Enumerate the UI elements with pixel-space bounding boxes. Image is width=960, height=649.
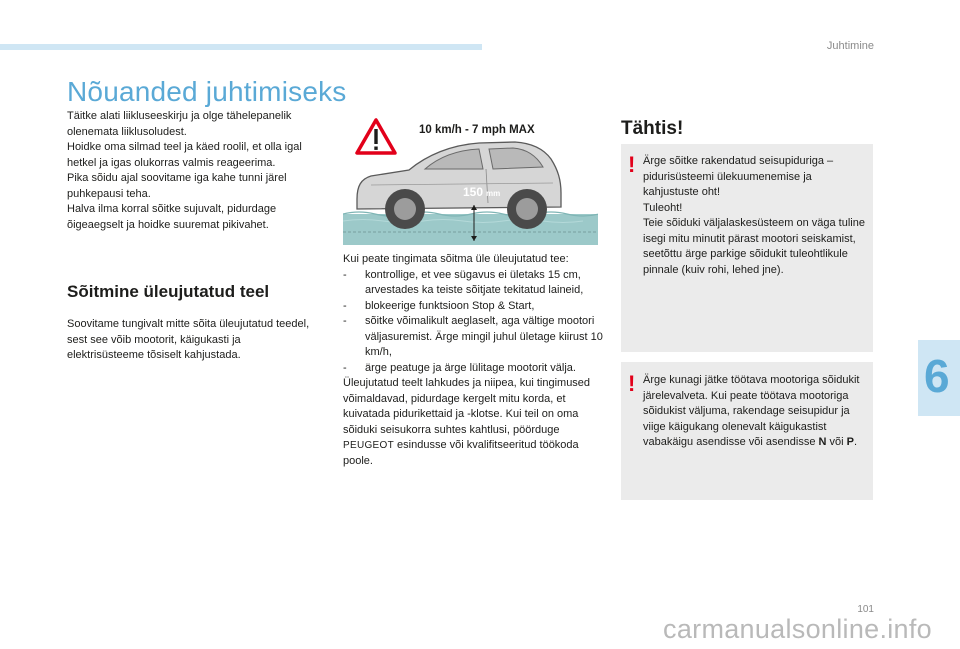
- instructions-intro: Kui peate tingimata sõitma üle üleujutatud tee:: [343, 253, 569, 265]
- flood-instructions: [343, 252, 605, 469]
- section-title: Sõitmine üleujutatud teel: [67, 282, 270, 301]
- list-item: - sõitke võimalikult aeglaselt, aga vältige mootori väljasuremist. Ärge mingil juhul ületage kiirust 10 km/h,: [343, 315, 603, 358]
- depth-unit: mm: [486, 189, 501, 198]
- intro-line: Halva ilma korral sõitke sujuvalt, pidurdage õigeaegselt ja hoidke suuremat pikivahet.: [67, 203, 277, 231]
- chapter-number: 6: [924, 350, 950, 402]
- gear-n: N: [818, 436, 827, 448]
- list-item: - ärge peatuge ja ärge lülitage mootorit välja.: [343, 361, 576, 374]
- section-text: Soovitame tungivalt mitte sõita üleujutatud teedel, sest see võib mootorit, käigukasti ja elektrisüsteeme tõsiselt kahjustada.: [67, 318, 310, 361]
- flooded-road-illustration: [343, 113, 598, 245]
- depth-value: 150: [463, 185, 484, 199]
- exclamation-icon: !: [628, 152, 636, 177]
- speed-limit-label: 10 km/h - 7 mph MAX: [419, 124, 535, 136]
- brand-name: PEUGEOT: [343, 440, 394, 451]
- chapter-label: Juhtimine: [826, 40, 874, 52]
- water-area: [343, 214, 598, 245]
- page-title: Nõuanded juhtimiseks: [67, 76, 347, 107]
- note-text: Ärge sõitke rakendatud seisupiduriga – pidurisüsteemi ülekuumenemise ja kahjustuste oht! Tuleoht! Teie sõiduki väljalaskesüsteem on väga tuline isegi mitu minutit pärast mootori seiskamist, seetõttu ärge parkige sõidukit tuleohtlikule pinnale (kuiv rohi, lehed jne).: [643, 155, 865, 276]
- warning-note: [621, 362, 873, 500]
- warning-note: [621, 144, 873, 352]
- intro-line: Hoidke oma silmad teel ja käed roolil, et olla igal hetkel ja igas olukorras valmis reageerima.: [67, 141, 302, 169]
- exclamation-icon: !: [628, 371, 636, 396]
- list-item: - blokeerige funktsioon Stop & Start,: [343, 299, 535, 312]
- note-text: Ärge kunagi jätke töötava mootoriga sõidukit järelevalveta. Kui peate töötava mootoriga sõidukist väljuma, rakendage seisupidur ja viige käigukang olenevalt käigukastist vabakäigu asendisse või asendisse N või P.: [643, 374, 860, 448]
- intro-line: Pika sõidu ajal soovitame iga kahe tunni järel puhkepausi teha.: [67, 172, 287, 200]
- page-number: 101: [857, 604, 874, 615]
- intro-line: Täitke alati liikluseeskirju ja olge tähelepanelik olenemata liiklusoludest.: [67, 110, 292, 138]
- list-item: - kontrollige, et vee sügavus ei ületaks 15 cm, arvestades ka teiste sõitjate tekitatud laineid,: [343, 268, 584, 296]
- important-title: Tähtis!: [621, 118, 684, 139]
- watermark-text: carmanualsonline.info: [663, 614, 932, 644]
- header-accent-bar: [0, 44, 482, 50]
- gear-p: P: [846, 436, 854, 448]
- intro-paragraph: [67, 109, 329, 233]
- instructions-outro: Üleujutatud teelt lahkudes ja niipea, kui tingimused võimaldavad, pidurdage kergelt mitu korda, et kuivatada pidurikettaid ja -klotse. Kui teil on oma sõiduki seisukorra suhtes kahtlusi, pöörduge PEUGEOT esindusse või kvalifitseeritud töökoda poole.: [343, 377, 591, 467]
